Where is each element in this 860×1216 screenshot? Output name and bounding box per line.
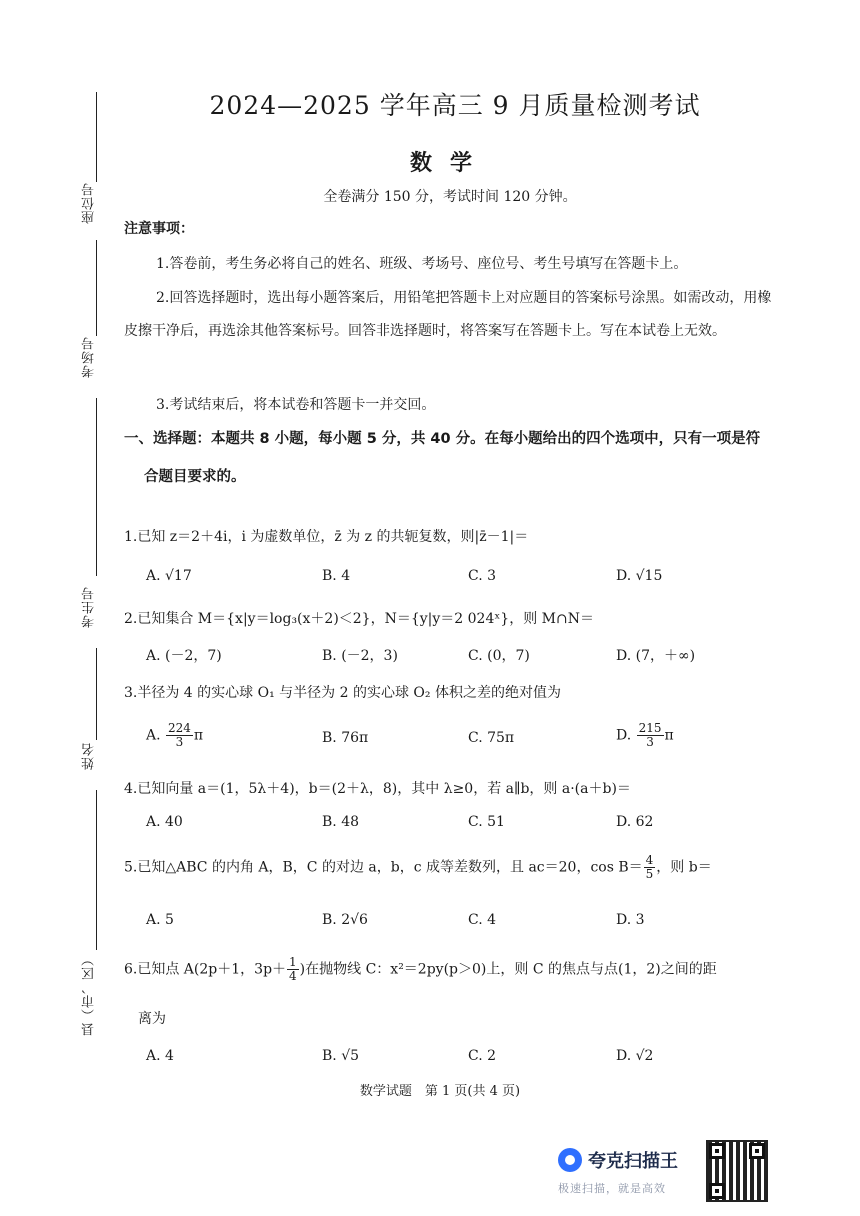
pi-symbol: π — [193, 727, 204, 744]
option-b: B. (－2，3) — [322, 648, 398, 664]
margin-label-examinee-no: 考生号 — [82, 586, 97, 628]
margin-label-seat: 座位号 — [82, 182, 97, 224]
question-4: 4.已知向量 a＝(1，5λ＋4)，b＝(2＋λ，8)，其中 λ≥0，若 a∥b，则 a·(a＋b)＝ — [124, 781, 631, 797]
margin-line — [96, 398, 97, 576]
question-6 — [124, 956, 794, 983]
option-b: B. 2√6 — [322, 912, 368, 928]
option-c: C. (0，7) — [468, 648, 530, 664]
option-a: A. (－2，7) — [146, 648, 222, 664]
watermark-name: 夸克扫描王 — [588, 1151, 678, 1172]
subject-title: 数学 — [409, 151, 490, 176]
scanner-watermark — [556, 1138, 776, 1208]
notice-item-3: 3.考试结束后，将本试卷和答题卡一并交回。 — [156, 397, 436, 413]
option-d: D. 3 — [616, 912, 645, 928]
fraction-numerator: 224 — [168, 721, 191, 735]
qr-finder — [749, 1143, 765, 1159]
option-c: C. 4 — [468, 912, 497, 928]
question-2-options — [146, 645, 796, 675]
section-heading-line2: 合题目要求的。 — [144, 469, 246, 485]
margin-line — [96, 790, 97, 950]
question-5 — [124, 854, 794, 881]
question-1-options — [146, 568, 796, 598]
qr-code-icon — [706, 1140, 768, 1202]
fraction — [166, 722, 193, 749]
fraction — [637, 722, 664, 749]
fraction — [287, 956, 299, 983]
page-footer: 数学试题 第 1 页(共 4 页) — [359, 1084, 521, 1099]
exam-intro: 全卷满分 150 分，考试时间 120 分钟。 — [323, 189, 577, 205]
option-b: B. 48 — [322, 814, 360, 830]
question-6-options — [146, 1048, 796, 1078]
fraction-denominator: 4 — [289, 969, 297, 983]
option-b: B. √5 — [322, 1048, 360, 1064]
option-c: C. 2 — [468, 1048, 497, 1064]
fraction-numerator: 4 — [645, 853, 654, 867]
notice-heading: 注意事项： — [124, 221, 194, 237]
qr-finder — [709, 1183, 725, 1199]
margin-line — [96, 648, 97, 740]
fraction-numerator: 215 — [638, 721, 662, 735]
section-heading — [124, 420, 794, 496]
qr-finder — [709, 1143, 725, 1159]
option-a: A. √17 — [146, 568, 192, 584]
option-b: B. 4 — [322, 568, 351, 584]
option-d: D. 62 — [616, 814, 654, 830]
margin-label-county: 县（市、区） — [82, 952, 97, 1036]
question-2: 2.已知集合 M＝{x|y＝log₃(x＋2)＜2}，N＝{y|y＝2 024ˣ}，则 M∩N＝ — [124, 611, 594, 627]
margin-label-room: 考场号 — [82, 336, 97, 378]
pi-symbol: π — [664, 727, 674, 744]
fraction-denominator: 3 — [175, 735, 184, 749]
option-d: D. √2 — [616, 1048, 654, 1064]
question-6-line2: 离为 — [138, 1011, 166, 1027]
question-1: 1.已知 z＝2＋4i，i 为虚数单位，z̄ 为 z 的共轭复数，则|z̄－1|＝ — [124, 529, 529, 545]
margin-line — [96, 240, 97, 336]
question-4-options — [146, 814, 796, 844]
margin-label-name: 姓名 — [82, 742, 97, 770]
question-5-text-end: ，则 b＝ — [656, 859, 712, 876]
option-a-label: A. — [146, 727, 161, 744]
option-a: A. 5 — [146, 912, 174, 928]
exam-title: 2024—2025 学年高三 9 月质量检测考试 — [209, 91, 701, 120]
fraction-numerator: 1 — [289, 955, 297, 969]
option-d — [616, 722, 674, 749]
question-3: 3.半径为 4 的实心球 O₁ 与半径为 2 的实心球 O₂ 体积之差的绝对值为 — [124, 685, 561, 701]
question-5-text: 5.已知△ABC 的内角 A，B，C 的对边 a，b，c 成等差数列，且 ac＝20，cos B＝ — [124, 859, 643, 876]
option-a: A. 40 — [146, 814, 183, 830]
question-6-text-end: )在抛物线 C：x²＝2py(p＞0)上，则 C 的焦点与点(1，2)之间的距 — [299, 961, 717, 978]
notice-item-1: 1.答卷前，考生务必将自己的姓名、班级、考场号、座位号、考生号填写在答题卡上。 — [156, 256, 688, 272]
fraction-denominator: 3 — [646, 735, 654, 749]
fraction-denominator: 5 — [645, 867, 654, 881]
option-a: A. 4 — [146, 1048, 174, 1064]
option-d: D. (7，＋∞) — [616, 648, 696, 664]
option-c: C. 51 — [468, 814, 505, 830]
option-d-label: D. — [616, 727, 632, 744]
option-c: C. 3 — [468, 568, 497, 584]
option-b: B. 76π — [322, 730, 369, 746]
watermark-tagline: 极速扫描，就是高效 — [558, 1182, 666, 1195]
question-6-text: 6.已知点 A(2p＋1，3p＋ — [124, 961, 287, 978]
question-3-options — [146, 722, 796, 752]
option-d: D. √15 — [616, 568, 663, 584]
fraction — [644, 854, 656, 881]
question-5-options — [146, 912, 796, 942]
option-c: C. 75π — [468, 730, 515, 746]
option-a — [146, 722, 203, 749]
notice-item-2: 2.回答选择题时，选出每小题答案后，用铅笔把答题卡上对应题目的答案标号涂黑。如需改动，用橡皮擦干净后，再选涂其他答案标号。回答非选择题时，将答案写在答题卡上。写在本试卷上无效。 — [124, 290, 772, 339]
section-heading-line1: 一、选择题：本题共 8 小题，每小题 5 分，共 40 分。在每小题给出的四个选项中，只有一项是符 — [124, 431, 761, 447]
quark-logo-icon — [558, 1148, 582, 1172]
